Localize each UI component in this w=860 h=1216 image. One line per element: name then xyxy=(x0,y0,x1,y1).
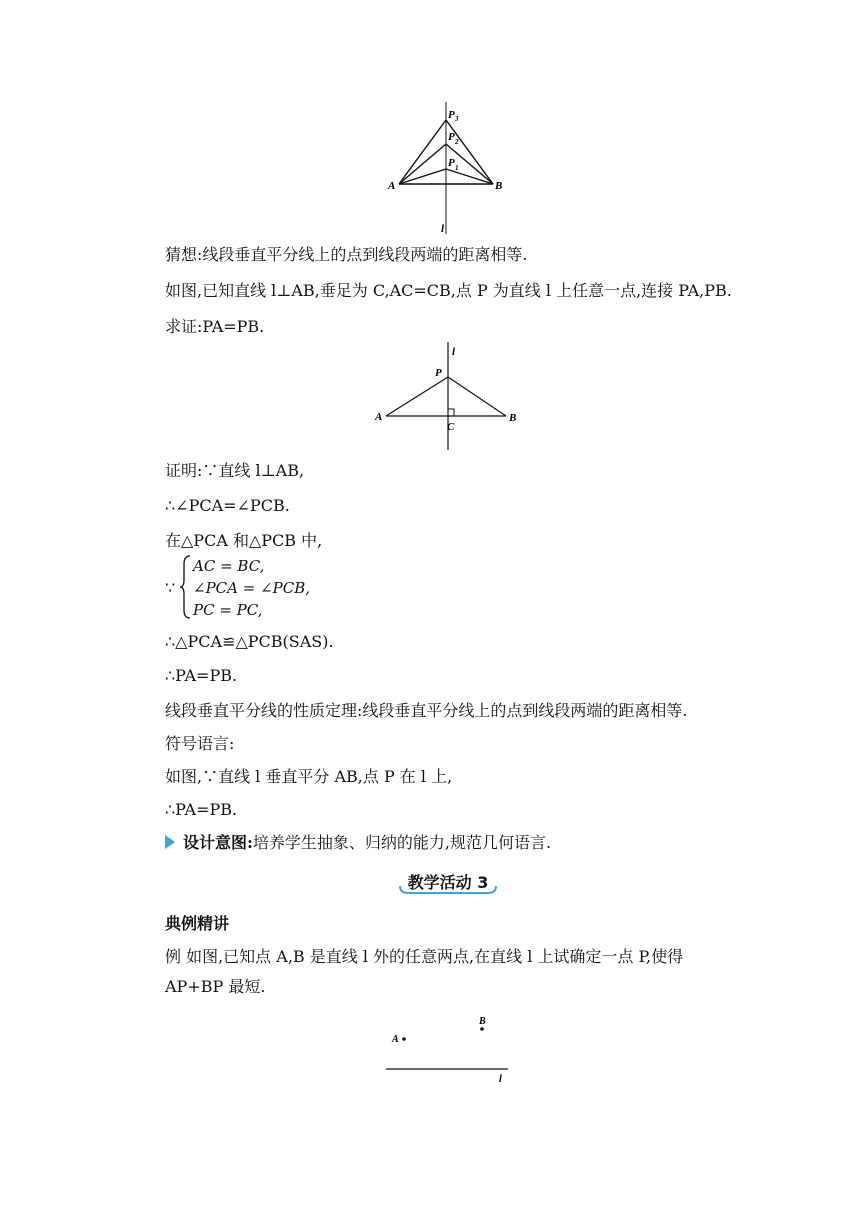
proof-line-5: ∴PA=PB. xyxy=(165,666,238,685)
label-b: B xyxy=(479,1016,486,1027)
because-symbol: ∵ xyxy=(165,578,176,597)
proof-line-2: ∴∠PCA=∠PCB. xyxy=(165,496,290,515)
triangle-marker-icon xyxy=(165,835,175,849)
example-line-2: AP+BP 最短. xyxy=(165,977,266,996)
example-line-1: 例 如图,已知点 A,B 是直线 l 外的任意两点,在直线 l 上试确定一点 P,使得 xyxy=(165,947,684,966)
proof-line-1: 证明:∵直线 l⊥AB, xyxy=(165,461,305,480)
label-p1-sub: 1 xyxy=(455,164,459,172)
label-p2-sub: 2 xyxy=(455,138,459,146)
design-intent-text: 培养学生抽象、归纳的能力,规范几何语言. xyxy=(252,833,552,852)
condition-1: AC = BC, xyxy=(193,557,265,575)
conjecture-text: 猜想:线段垂直平分线上的点到线段两端的距离相等. xyxy=(165,245,528,264)
label-a: A xyxy=(388,180,396,192)
label-b: B xyxy=(509,412,517,424)
label-p3-sub: 3 xyxy=(455,115,459,123)
given-text: 如图,已知直线 l⊥AB,垂足为 C,AC=CB,点 P 为直线 l 上任意一点,连接 PA,PB. xyxy=(165,281,732,300)
label-a: A xyxy=(375,411,383,423)
design-intent xyxy=(165,832,551,854)
label-p2: P xyxy=(448,131,455,143)
symbolic-line-2: ∴PA=PB. xyxy=(165,800,238,819)
figure-perpendicular-bisector-points xyxy=(385,100,515,238)
design-intent-label: 设计意图: xyxy=(183,833,253,852)
proof-line-3: 在△PCA 和△PCB 中, xyxy=(165,531,323,550)
activity-title: 教学活动 3 xyxy=(407,873,489,892)
figure-example-points xyxy=(380,1010,520,1092)
symbolic-line-1: 如图,∵直线 l 垂直平分 AB,点 P 在 l 上, xyxy=(165,767,453,786)
figure-proof-triangle xyxy=(370,340,525,452)
label-l: l xyxy=(441,223,445,235)
label-l: l xyxy=(452,346,456,358)
condition-3: PC = PC, xyxy=(193,601,263,619)
label-p: P xyxy=(435,367,442,379)
label-p3: P xyxy=(448,109,455,121)
label-a: A xyxy=(392,1034,399,1045)
label-c: C xyxy=(447,421,455,433)
symbolic-heading: 符号语言: xyxy=(165,734,235,753)
section-title: 典例精讲 xyxy=(165,914,230,933)
condition-2: ∠PCA = ∠PCB, xyxy=(193,579,311,597)
label-b: B xyxy=(495,180,503,192)
left-brace xyxy=(180,554,192,620)
label-p1: P xyxy=(448,157,455,169)
activity-underline xyxy=(398,884,498,896)
activity-banner xyxy=(398,868,498,894)
proof-line-4: ∴△PCA≌△PCB(SAS). xyxy=(165,632,334,651)
label-l: l xyxy=(499,1074,502,1085)
congruence-conditions xyxy=(165,554,465,624)
prove-text: 求证:PA=PB. xyxy=(165,317,265,336)
theorem-text: 线段垂直平分线的性质定理:线段垂直平分线上的点到线段两端的距离相等. xyxy=(165,701,688,720)
